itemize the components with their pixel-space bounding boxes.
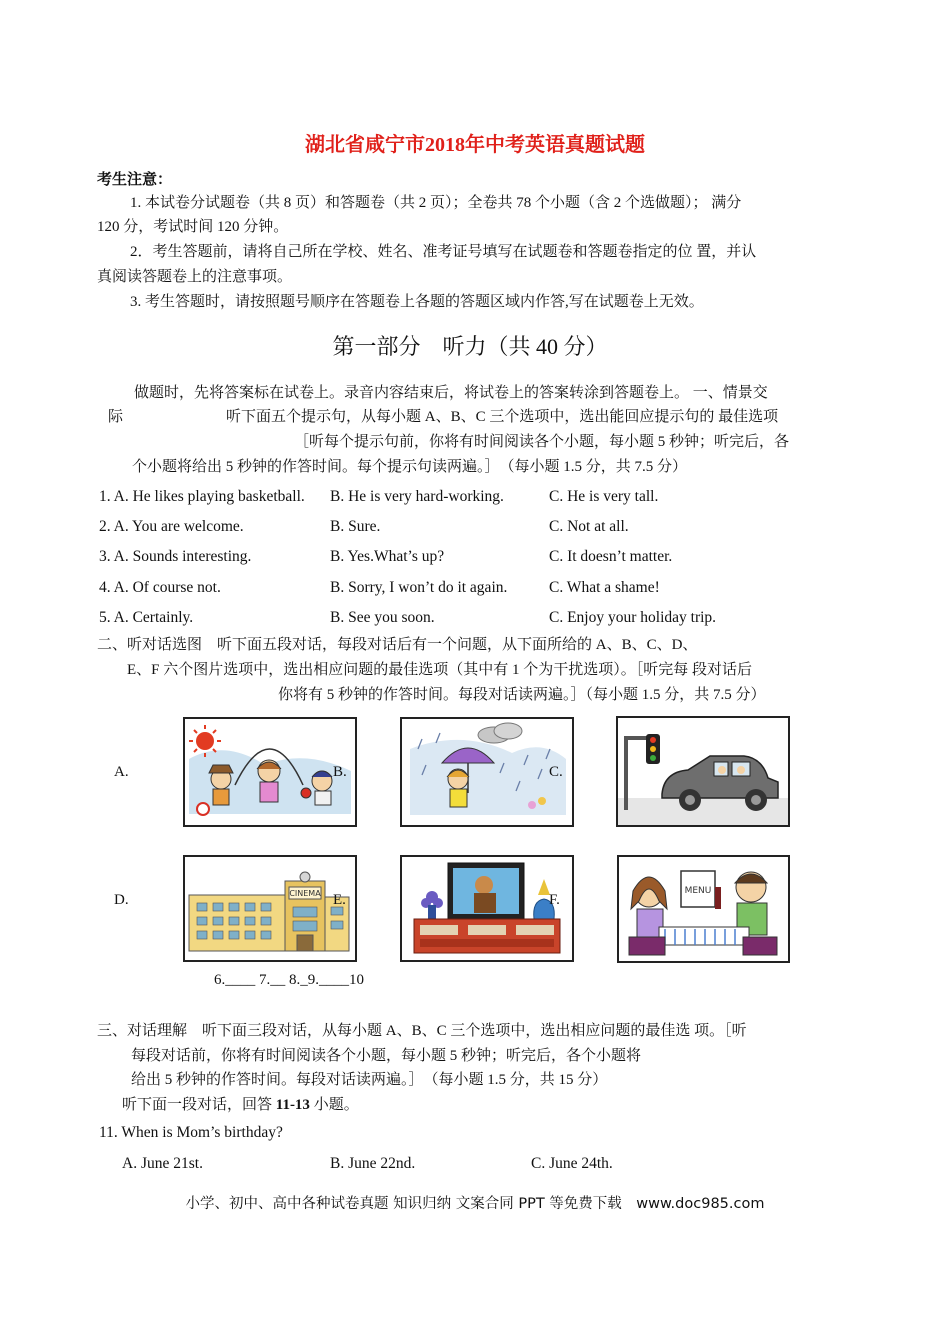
option-b: B. June 22nd. [330, 1155, 416, 1172]
option-b: B. Yes.What’s up? [330, 548, 445, 565]
question-11: 11. When is Mom’s birthday? [99, 1124, 283, 1141]
section2-line: 你将有 5 秒钟的作答时间。每段对话读两遍。］（每小题 1.5 分，共 7.5 分） [278, 687, 766, 703]
option-a: A. June 21st. [122, 1155, 203, 1172]
notice-line: 1. 本试卷分试题卷（共 8 页）和答题卷（共 2 页）；全卷共 78 个小题（含 2 个选做题）； 满分 [130, 195, 742, 211]
option-c: C. He is very tall. [549, 488, 659, 505]
notice-line: 真阅读答题卷上的注意事项。 [97, 269, 293, 285]
picture-f-restaurant [617, 855, 790, 963]
answer-blanks: 6.____ 7.__ 8._9.____10 [214, 972, 364, 988]
option-a: 1. A. He likes playing basketball. [99, 488, 305, 505]
section2-line: E、F 六个图片选项中，选出相应问题的最佳选项（其中有 1 个为干扰选项）。［听完每 段对话后 [127, 662, 753, 678]
picture-d-cinema [183, 855, 357, 962]
option-b: B. See you soon. [330, 609, 435, 626]
picture-label-f: F. [549, 892, 560, 908]
picture-label-b: B. [333, 764, 347, 780]
notice-line: 120 分，考试时间 120 分钟。 [97, 219, 289, 235]
menu-sign: MENU [684, 886, 712, 896]
option-c: C. June 24th. [531, 1155, 613, 1172]
option-a: 2. A. You are welcome. [99, 518, 244, 535]
listen-suffix: 小题。 [309, 1097, 359, 1113]
picture-e-tv [400, 855, 574, 962]
picture-label-a: A. [114, 764, 129, 780]
option-b: B. He is very hard-working. [330, 488, 504, 505]
option-a: 5. A. Certainly. [99, 609, 194, 626]
footer-text: 小学、初中、高中各种试卷真题 知识归纳 文案合同 PPT 等免费下载 www.doc985.com [185, 1196, 765, 1212]
intro-line: 际 [108, 409, 124, 425]
option-a: 3. A. Sounds interesting. [99, 548, 252, 565]
option-c: C. Enjoy your holiday trip. [549, 609, 717, 626]
intro-line: 听下面五个提示句，从每小题 A、B、C 三个选项中，选出能回应提示句的 最佳选项 [226, 409, 779, 425]
option-b: B. Sorry, I won’t do it again. [330, 579, 508, 596]
part-one-title: 第一部分 听力（共 40 分） [332, 334, 608, 359]
intro-line: 个小题将给出 5 秒钟的作答时间。每个提示句读两遍。］ （每小题 1.5 分，共 7.5 分） [132, 459, 688, 475]
section3-line: 每段对话前，你将有时间阅读各个小题，每小题 5 秒钟；听完后，各个小题将 [131, 1048, 642, 1064]
intro-line: ［听每个提示句前，你将有时间阅读各个小题，每小题 5 秒钟；听完后，各 [294, 434, 790, 450]
picture-label-d: D. [114, 892, 129, 908]
page-title: 湖北省咸宁市2018年中考英语真题试题 [305, 134, 645, 156]
notice-heading: 考生注意： [97, 172, 173, 188]
option-a: 4. A. Of course not. [99, 579, 221, 596]
cinema-sign: CINEMA [289, 889, 321, 898]
notice-line: 2．考生答题前，请将自己所在学校、姓名、准考证号填写在试题卷和答题卷指定的位 置，并认 [130, 244, 757, 260]
picture-c-car-traffic-light [616, 716, 790, 827]
picture-label-c: C. [549, 764, 563, 780]
listen-prefix: 听下面一段对话，回答 [122, 1097, 276, 1113]
section3-line: 给出 5 秒钟的作答时间。每段对话读两遍。］ （每小题 1.5 分，共 15 分） [131, 1072, 608, 1088]
option-c: C. What a shame! [549, 579, 660, 596]
listen-instruction [122, 1094, 359, 1116]
picture-b-rain-umbrella [400, 717, 574, 827]
section3-line: 三、对话理解 听下面三段对话，从每小题 A、B、C 三个选项中，选出相应问题的最佳选 项。［听 [97, 1023, 747, 1039]
section2-line: 二、听对话选图 听下面五段对话，每段对话后有一个问题，从下面所给的 A、B、C、D、 [97, 637, 698, 653]
option-c: C. Not at all. [549, 518, 629, 535]
option-b: B. Sure. [330, 518, 381, 535]
picture-a-kids-playing [183, 717, 357, 827]
notice-line: 3. 考生答题时，请按照题号顺序在答题卷上各题的答题区域内作答,写在试题卷上无效。 [130, 294, 704, 310]
picture-label-e: E. [333, 892, 346, 908]
listen-range: 11-13 [275, 1097, 310, 1113]
option-c: C. It doesn’t matter. [549, 548, 673, 565]
intro-line: 做题时，先将答案标在试卷上。录音内容结束后，将试卷上的答案转涂到答题卷上。 一、情景交 [134, 385, 768, 401]
